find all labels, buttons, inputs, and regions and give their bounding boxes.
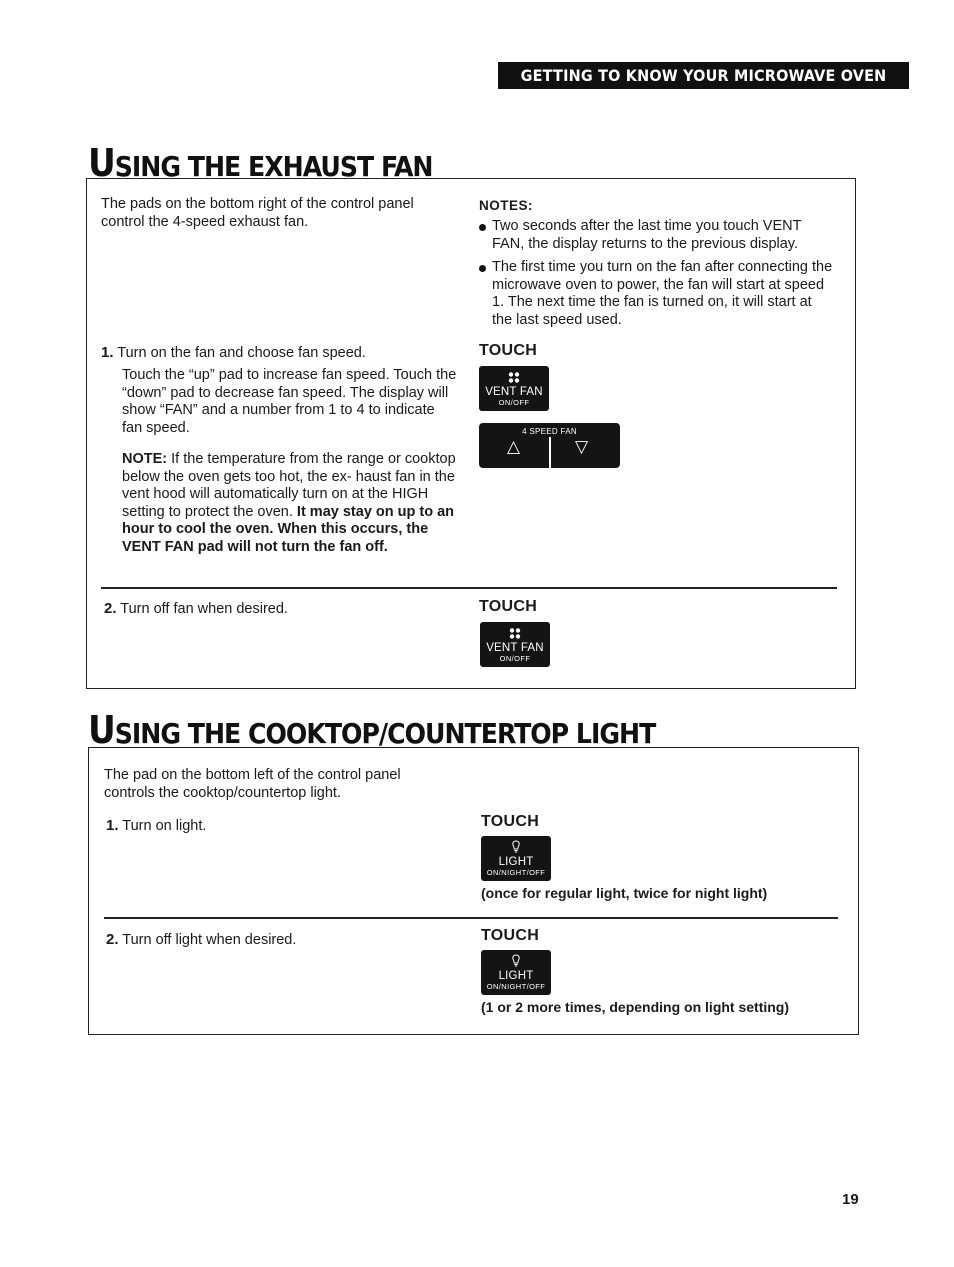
section-title-exhaust-fan bbox=[88, 141, 433, 185]
pad-sublabel: ON/OFF bbox=[499, 654, 531, 663]
pad-label: LIGHT bbox=[498, 970, 534, 982]
section-title-cap: U bbox=[88, 141, 115, 185]
vent-fan-pad[interactable] bbox=[479, 366, 549, 411]
fan-step-1-detail: Touch the “up” pad to increase fan speed. Touch the “down” pad to decrease fan speed. The display will show “FAN” and a number from 1 to 4 to indicate fan speed. bbox=[122, 367, 457, 436]
speed-pad-label: 4 SPEED FAN bbox=[522, 427, 577, 436]
speed-fan-pad[interactable] bbox=[479, 423, 620, 468]
touch-label: TOUCH bbox=[481, 927, 540, 944]
vent-fan-pad[interactable] bbox=[480, 622, 550, 667]
light-step-2 bbox=[106, 931, 406, 950]
step-number: 2. bbox=[104, 600, 117, 617]
bulb-icon bbox=[511, 954, 521, 967]
notes-list bbox=[479, 218, 834, 335]
fan-icon bbox=[509, 628, 521, 639]
section-title-light bbox=[88, 708, 656, 752]
notes-heading: NOTES: bbox=[479, 198, 534, 213]
divider-rule bbox=[101, 587, 837, 589]
pad-sublabel: ON/NIGHT/OFF bbox=[486, 982, 546, 991]
section-title-rest: SING THE COOKTOP/COUNTERTOP LIGHT bbox=[114, 717, 656, 750]
step-text: Turn off fan when desired. bbox=[120, 601, 288, 617]
pad-label: LIGHT bbox=[498, 856, 534, 868]
pad-label: VENT FAN bbox=[485, 386, 543, 398]
fan-step-1-note bbox=[122, 451, 457, 556]
touch-label: TOUCH bbox=[479, 598, 538, 615]
exhaust-intro: The pads on the bottom right of the control panel control the 4-speed exhaust fan. bbox=[101, 196, 414, 230]
down-triangle-icon[interactable]: ▽ bbox=[575, 437, 589, 456]
step-text: Turn off light when desired. bbox=[122, 932, 297, 948]
up-triangle-icon[interactable]: △ bbox=[507, 437, 521, 456]
note-item: The first time you turn on the fan after connecting the microwave oven to power, the fan will start at speed 1. The next time the fan is turned on, it will start at the last speed used. bbox=[479, 259, 834, 329]
touch-label: TOUCH bbox=[479, 342, 538, 359]
section-title-rest: SING THE EXHAUST FAN bbox=[114, 150, 433, 183]
fan-step-1 bbox=[101, 344, 461, 363]
chapter-header bbox=[498, 62, 909, 89]
light-pad[interactable] bbox=[481, 836, 551, 881]
pad-sublabel: ON/OFF bbox=[498, 398, 530, 407]
chapter-header-text: GETTING TO KNOW YOUR MICROWAVE OVEN bbox=[520, 66, 887, 85]
touch-label: TOUCH bbox=[481, 813, 540, 830]
step-number: 1. bbox=[106, 817, 119, 834]
step-number: 1. bbox=[101, 344, 114, 361]
note-bold-text: It may stay on up to an hour to cool the oven. When this occurs, the VENT FAN pad will not turn the fan off. bbox=[122, 503, 455, 555]
note-label: NOTE: bbox=[122, 451, 168, 467]
step-text: Turn on light. bbox=[122, 818, 207, 834]
pad-label: VENT FAN bbox=[486, 642, 544, 654]
fan-icon bbox=[508, 372, 520, 383]
light-pad[interactable] bbox=[481, 950, 551, 995]
pad-sublabel: ON/NIGHT/OFF bbox=[486, 868, 546, 877]
bulb-icon bbox=[511, 840, 521, 853]
light-caption-2: (1 or 2 more times, depending on light setting) bbox=[481, 999, 790, 1015]
note-item: Two seconds after the last time you touch VENT FAN, the display returns to the previous display. bbox=[479, 218, 834, 253]
light-caption-1: (once for regular light, twice for night light) bbox=[481, 885, 768, 901]
page-number: 19 bbox=[842, 1191, 859, 1208]
step-text: Turn on the fan and choose fan speed. bbox=[117, 345, 366, 361]
fan-step-2 bbox=[104, 600, 434, 619]
light-intro: The pad on the bottom left of the control panel controls the cooktop/countertop light. bbox=[104, 767, 401, 801]
light-step-1 bbox=[106, 817, 406, 836]
section-title-cap: U bbox=[88, 708, 115, 752]
speed-pad-divider bbox=[549, 437, 551, 468]
divider-rule bbox=[104, 917, 838, 919]
step-number: 2. bbox=[106, 931, 119, 948]
note-text: If the temperature from the range or cooktop below the oven gets too hot, the ex- haust fan in the vent hood will automatically turn on at the HIGH setting to protect the oven. bbox=[122, 451, 456, 520]
